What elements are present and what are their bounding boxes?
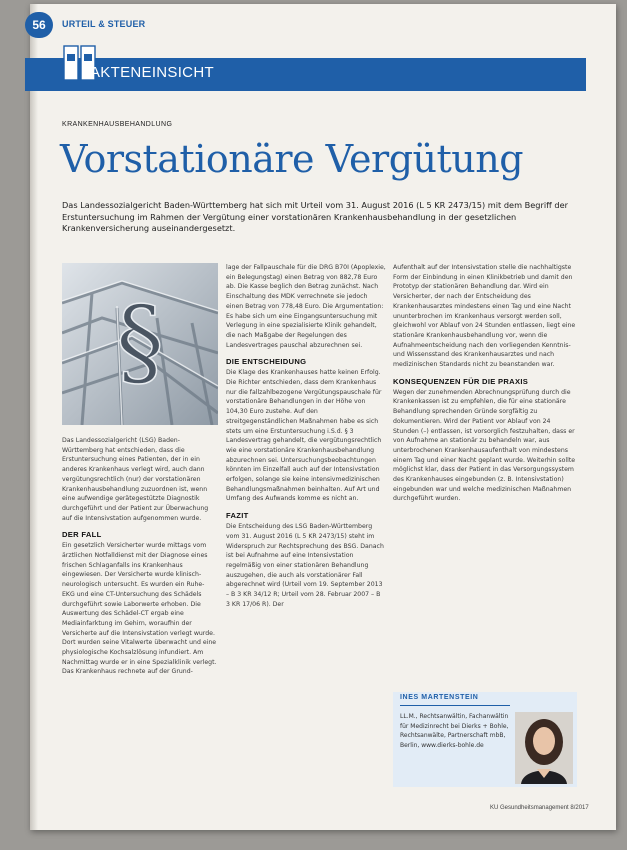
heading-der-fall: DER FALL	[62, 530, 102, 540]
column-2	[226, 263, 386, 610]
entscheidung-paragraph: Die Klage des Krankenhauses hatte keinen Erfolg. Die Richter entschieden, dass dem Krankenhaus nur die fallzahlbezogene Vergütungspauschale für vorstationäre Behandlungen in der Höhe von 104,30 Euro zustehe. Auf den streitgegenständlichen Maßnahmen habe es sich stets um eine Erstuntersuchung i.S.d. § 3 Landesvertrag gehandelt, die vergütungsrechtlich wie eine vorstationäre Krankenhausbehandlung abzurechnen sei. Untersuchungsbeobachtungen könnten im Einzelfall auch auf der Intensivstation erfolgen, solange sie keine intensivmedizinischen Behandlungsmaßnahmen beinhalten. Auf Art und Umfang des Aufwands komme es nicht an.	[226, 369, 382, 503]
svg-text:§: §	[116, 286, 164, 398]
article-title: Vorstationäre Vergütung	[60, 137, 524, 181]
column-3-continuation: Aufenthalt auf der Intensivstation stelle die nachhaltigste Form der Einbindung in einen Klinikbetrieb und damit den Prototyp der stationären Behandlung dar. Wird ein Versicherter, der nach der Entscheidung des Krankenhausarztes mindestens einen Tag und eine Nacht ununterbrochen im Krankenhaus versorgt werden soll, gleichwohl vor Ablauf von 24 Stunden entlassen, liegt eine stationäre Krankenhausbehandlung vor, wenn die Aufnahmeentscheidung nach den vorliegenden Kenntnis- und Wissensstand des Krankenhausarztes und nach medizinischen Standards nicht zu beanstanden war.	[393, 264, 576, 369]
fazit-paragraph: Die Entscheidung des LSG Baden-Württemberg vom 31. August 2016 (L 5 KR 2473/15) steht im Widerspruch zur Rechtsprechung des BSG. Danach ist bei Aufnahme auf eine Intensivstation regelmäßig von einer stationären Behandlung auszugehen, die auch als vorstationärer Fall abgerechnet wird (Urteil vom 19. September 2013 – B 3 KR 34/12 R; Urteil vom 28. Februar 2007 – B 3 KR 17/06 R). Der	[226, 523, 384, 608]
section-label: URTEIL & STEUER	[62, 19, 146, 29]
author-divider	[400, 705, 510, 706]
column-2-continuation: lage der Fallpauschale für die DRG B70I (Apoplexie, ein Belegungstag) einen Betrag von 882,78 Euro ab. Die Kasse beglich den Betrag zunächst. Nach Einschaltung des MDK verrechnete sie jedoch einen Betrag von 778,48 Euro. Die Argumentation: Es habe sich um eine Eingangsuntersuchung mit Verlegung in eine spezialisierte Klinik gehandelt, die nach Maßgabe der Regelungen des Landesvertrages pauschal abzurechnen sei.	[226, 264, 386, 349]
column-3	[393, 263, 577, 504]
fall-paragraph: Ein gesetzlich Versicherter wurde mittags vom ärztlichen Notfalldienst mit der Diagnose eines frischen Schlaganfalls ins Krankenhaus eingewiesen. Der Versicherte wurde klinisch-neurologisch untersucht. Es wurden ein Ruhe-EKG und eine CT-Untersuchung des Schädels durchgeführt sowie Laborwerte erhoben. Die Auswertung des Schädel-CT ergab eine Mediainfarktung im Gehirn, woraufhin der Versicherte auf die Intensivstation verlegt wurde. Dort wurden seine Vitalwerte überwacht und eine physiologische Kochsalzlösung infundiert. Am Nachmittag wurde er in eine Spezialklinik verlegt. Das Krankenhaus rechnete auf der Grund-	[62, 542, 217, 676]
page-number-badge: 56	[25, 12, 53, 38]
category-band-label: AKTENEINSICHT	[90, 64, 214, 81]
author-name: INES MARTENSTEIN	[400, 694, 479, 701]
intro-paragraph: Das Landessozialgericht (LSG) Baden-Württemberg hat entschieden, dass die Erstuntersuchung eines Patienten, der in ein anderes Krankenhaus verlegt wird, auch dann vergütungsrechtlich (nur) der vorstationären Krankenhausbehandlung zuzuordnen ist, wenn eine aufwendige gerätegestützte Diagnostik durchgeführt und der Patient zur Überwachung auf die Intensivstation aufgenommen wurde.	[62, 437, 209, 522]
article-kicker: KRANKENHAUSBEHANDLUNG	[62, 121, 173, 128]
konsequenzen-paragraph: Wegen der zunehmenden Abrechnungsprüfung durch die Krankenkassen ist zu empfehlen, die für eine stationäre Behandlung sprechenden Gründe sorgfältig zu dokumentieren. Wird der Patient vor Ablauf von 24 Stunden (–) entlassen, ist vorsorglich festzuhalten, dass er von Aufnahme an stationär zu behandeln war, aus unterbrochenen Krankenhausaufenthalt von mindestens einem Tag und einer Nacht geplant wurde. Weiterhin sollte möglichst klar, dass der Patient in das Versorgungssystem des Krankenhauses eingebunden (z. B. Intensivstation) eingebunden war und welche medizinischen Maßnahmen durchgeführt wurden.	[393, 388, 576, 503]
page-gutter-shadow	[30, 4, 38, 830]
paragraph-maze-image	[62, 263, 218, 425]
paragraph-symbol-illustration	[62, 263, 218, 425]
column-1	[62, 436, 217, 677]
heading-fazit: FAZIT	[226, 511, 249, 521]
page-footer: KU Gesundheitsmanagement 8/2017	[490, 805, 589, 811]
author-portrait	[515, 712, 573, 784]
author-bio: LL.M., Rechtsanwältin, Fachanwältin für Medizinrecht bei Dierks + Bohle, Rechtsanwälte, Partnerschaft mbB, Berlin, www.dierks-bohle.de	[400, 713, 509, 749]
article-lead: Das Landessozialgericht Baden-Württemberg hat sich mit Urteil vom 31. August 2016 (L 5 KR 2473/15) mit dem Begriff der Erstuntersuchung im Rahmen der Vergütung einer vorstationären Krankenhausbehandlung in der gesetzlichen Krankenversicherung auseinandergesetzt.	[62, 200, 568, 233]
heading-die-entscheidung: DIE ENTSCHEIDUNG	[226, 357, 307, 367]
heading-konsequenzen: KONSEQUENZEN FÜR DIE PRAXIS	[393, 376, 529, 386]
